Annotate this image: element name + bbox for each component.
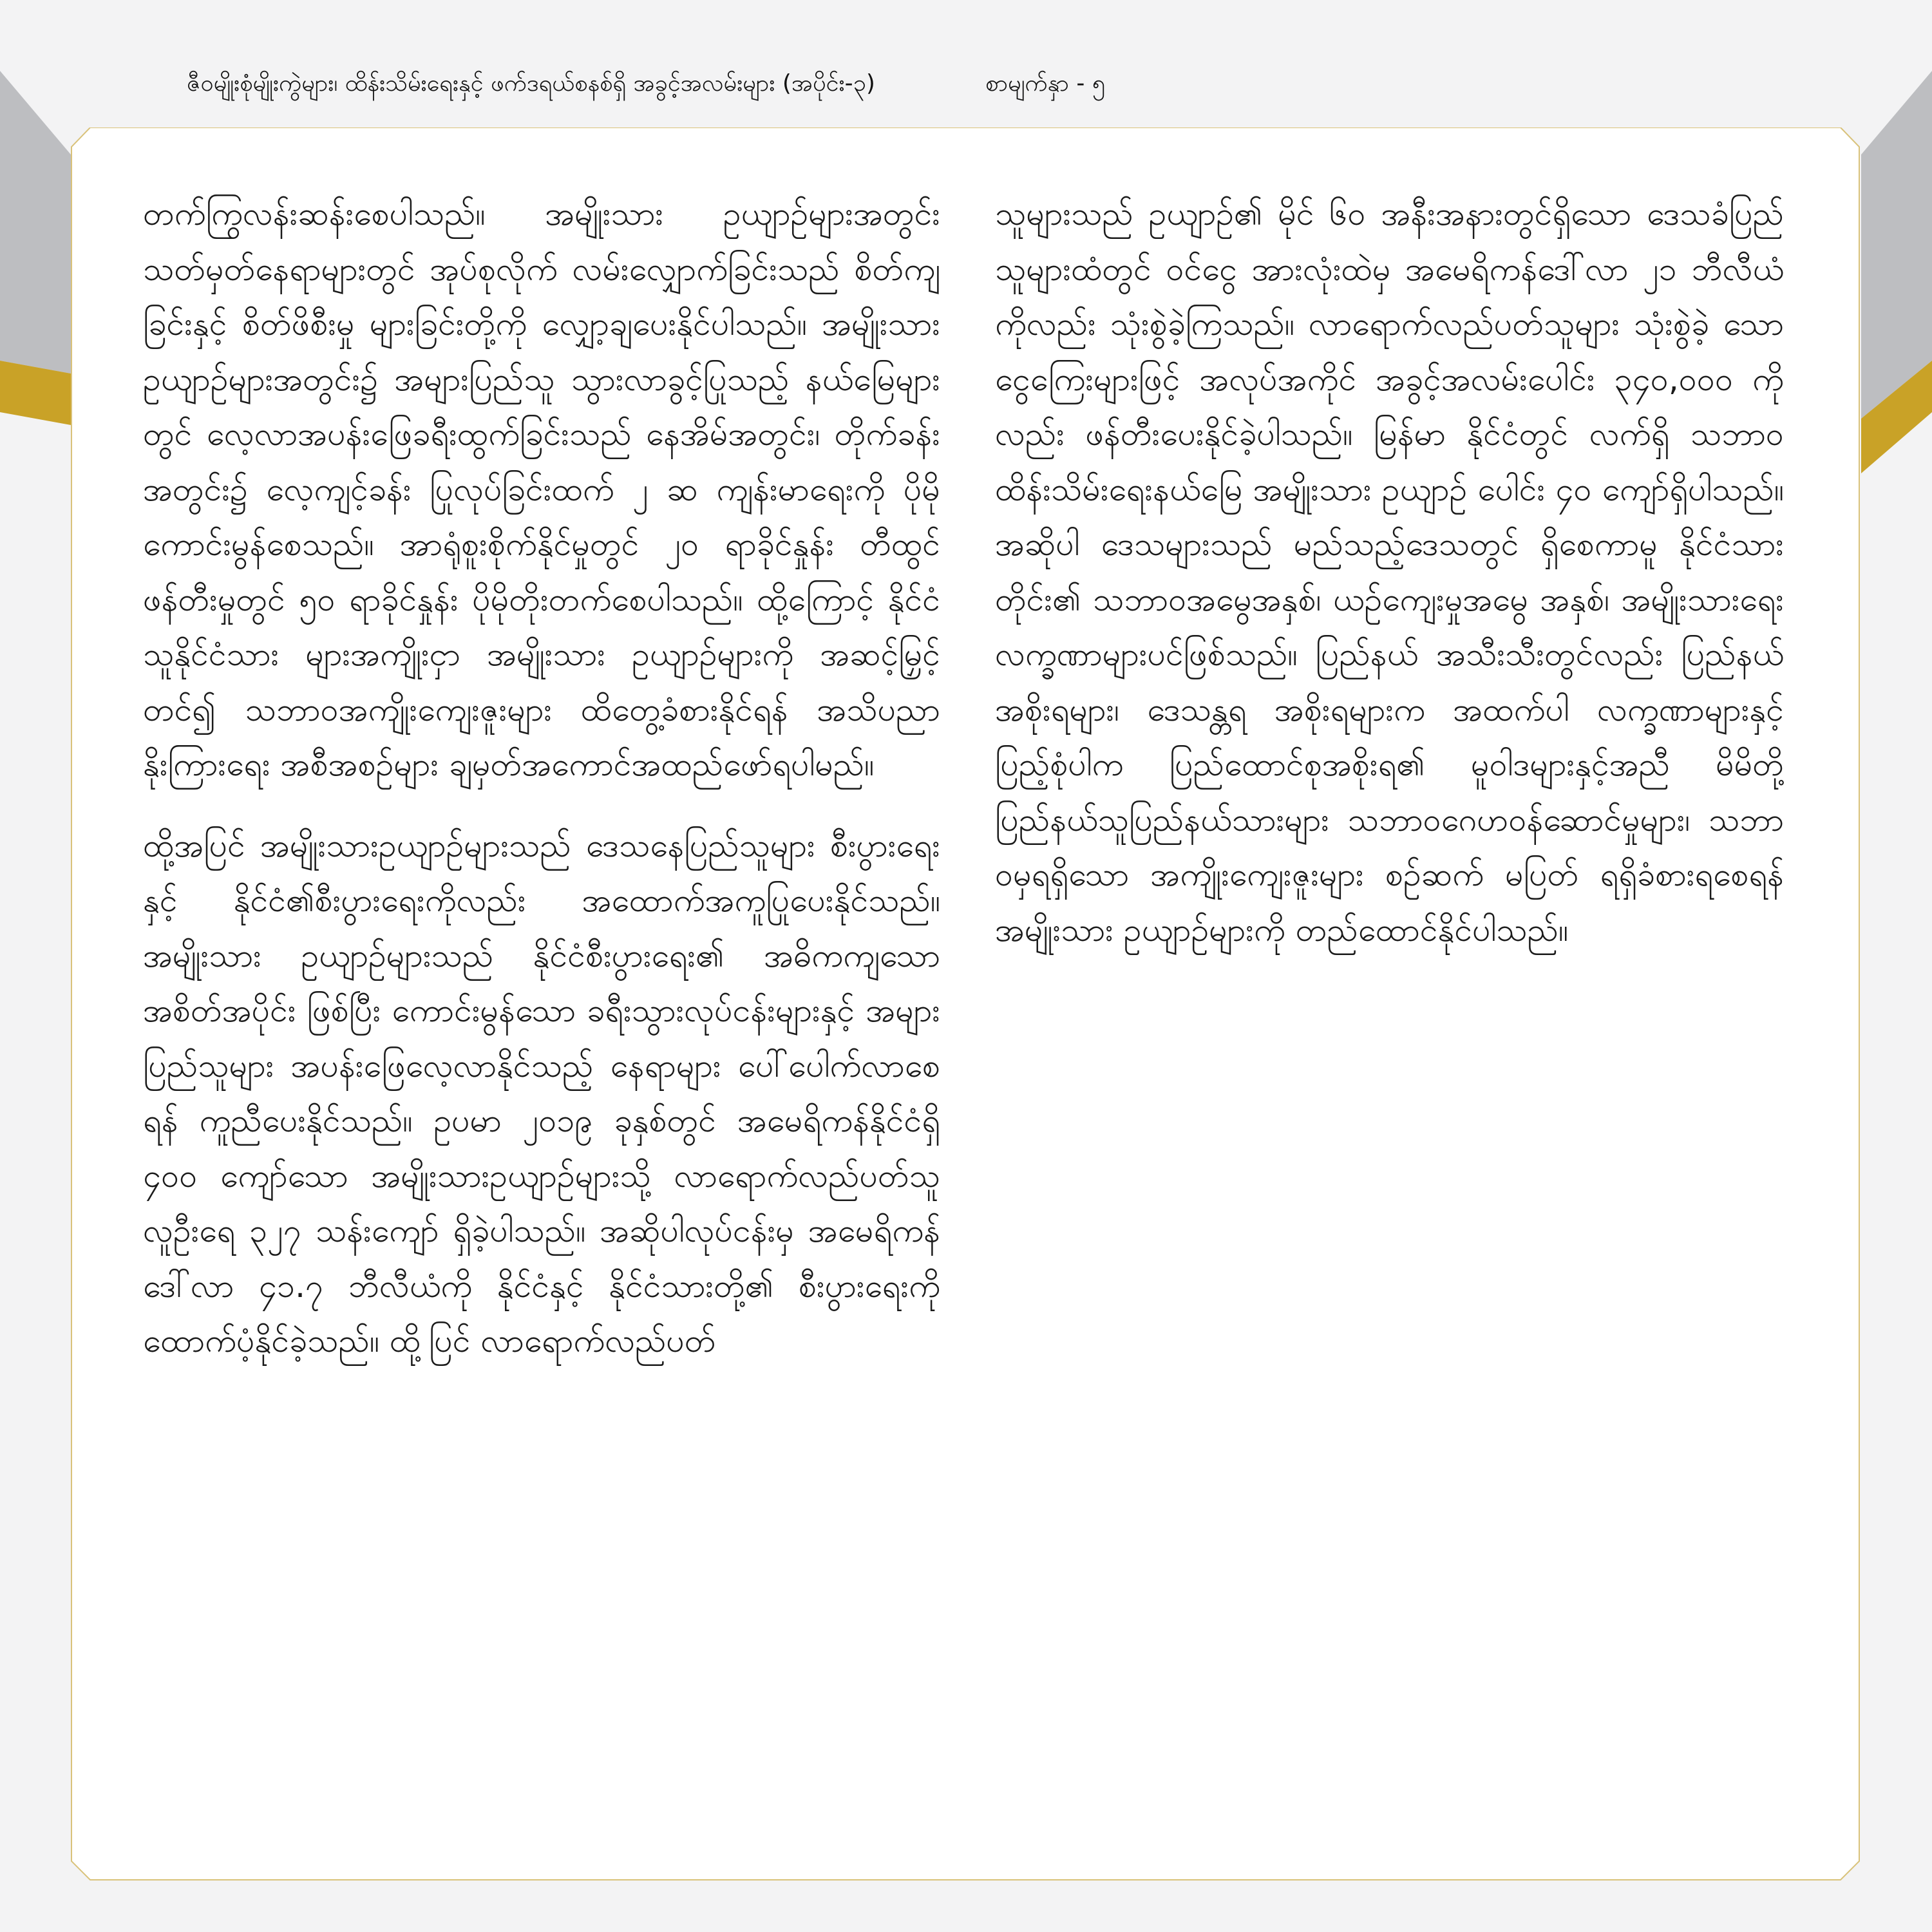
grey-band [0,71,71,374]
page-header [0,61,1932,113]
grey-band [1861,71,1932,419]
paragraph: တက်ကြွလန်းဆန်းစေပါသည်။ အမျိုးသား ဥယျာဉ်များအတွင်း သတ်မှတ်နေရာများတွင် အုပ်စုလိုက် လမ်းလျှောက်ခြင်းသည် စိတ်ကျခြင်းနှင့် စိတ်ဖိစီးမှု များခြင်းတို့ကို လျှော့ချပေးနိုင်ပါသည်။ အမျိုးသား ဥယျာဉ်များအတွင်း၌ အများပြည်သူ သွားလာခွင့်ပြုသည့် နယ်မြေများတွင် လေ့လာအပန်းဖြေခရီးထွက်ခြင်းသည် နေအိမ်အတွင်း၊ တိုက်ခန်းအတွင်း၌ လေ့ကျင့်ခန်း ပြုလုပ်ခြင်းထက် ၂ ဆ ကျန်းမာရေးကို ပိုမိုကောင်းမွန်စေသည်။ အာရုံစူးစိုက်နိုင်မှုတွင် ၂၀ ရာခိုင်နှုန်း တီထွင် ဖန်တီးမှုတွင် ၅၀ ရာခိုင်နှုန်း ပိုမိုတိုးတက်စေပါသည်။ ထို့ကြောင့် နိုင်ငံသူနိုင်ငံသား များအကျိုးငှာ အမျိုးသား ဥယျာဉ်များကို အဆင့်မြှင့်တင်၍ သဘာဝအကျိုးကျေးဇူးများ ထိတွေ့ခံစားနိုင်ရန် အသိပညာနိုးကြားရေး အစီအစဉ်များ ချမှတ်အကောင်အထည်ဖော်ရပါမည်။ [143,195,940,783]
left-column [143,187,940,1810]
paragraph: ထို့အပြင် အမျိုးသားဥယျာဉ်များသည် ဒေသနေပြည်သူများ စီးပွားရေးနှင့် နိုင်ငံ၏စီးပွားရေးကိုလည်း အထောက်အကူပြုပေးနိုင်သည်။ အမျိုးသား ဥယျာဉ်များသည် နိုင်ငံစီးပွားရေး၏ အဓိကကျသော အစိတ်အပိုင်း ဖြစ်ပြီး ကောင်းမွန်သော ခရီးသွားလုပ်ငန်းများနှင့် အများပြည်သူများ အပန်းဖြေလေ့လာနိုင်သည့် နေရာများ ပေါ်ပေါက်လာစေရန် ကူညီပေးနိုင်သည်။ ဥပမာ ၂၀၁၉ ခုနှစ်တွင် အမေရိကန်နိုင်ငံရှိ ၄၀၀ ကျော်သော အမျိုးသားဥယျာဉ်များသို့ လာရောက်လည်ပတ်သူ လူဦးရေ ၃၂၇ သန်းကျော် ရှိခဲ့ပါသည်။ အဆိုပါလုပ်ငန်းမှ အမေရိကန်ဒေါ်လာ ၄၁.၇ ဘီလီယံကို နိုင်ငံနှင့် နိုင်ငံသားတို့၏ စီးပွားရေးကို ထောက်ပံ့နိုင်ခဲ့သည်။ ထို့ပြင် လာရောက်လည်ပတ် [143,826,940,1359]
page-number: စာမျက်နှာ - ၅ [985,70,1106,97]
right-column [995,187,1784,1249]
paragraph: သူများသည် ဥယျာဉ်၏ မိုင် ၆၀ အနီးအနားတွင်ရှိသော ဒေသခံပြည်သူများထံတွင် ဝင်ငွေ အားလုံးထဲမှ အမေရိကန်ဒေါ်လာ ၂၁ ဘီလီယံကိုလည်း သုံးစွဲခဲ့ကြသည်။ လာရောက်လည်ပတ်သူများ သုံးစွဲခဲ့ သော ငွေကြေးများဖြင့် အလုပ်အကိုင် အခွင့်အလမ်းပေါင်း ၃၄၀,၀၀၀ ကိုလည်း ဖန်တီးပေးနိုင်ခဲ့ပါသည်။ မြန်မာ နိုင်ငံတွင် လက်ရှိ သဘာဝထိန်းသိမ်းရေးနယ်မြေ အမျိုးသား ဥယျာဉ် ပေါင်း ၄၀ ကျော်ရှိပါသည်။ အဆိုပါ ဒေသများသည် မည်သည့်ဒေသတွင် ရှိစေကာမူ နိုင်ငံသား တိုင်း၏ သဘာဝအမွေအနှစ်၊ ယဉ်ကျေးမှုအမွေ အနှစ်၊ အမျိုးသားရေးလက္ခဏာများပင်ဖြစ်သည်။ ပြည်နယ် အသီးသီးတွင်လည်း ပြည်နယ်အစိုးရများ၊ ဒေသန္တရ အစိုးရများက အထက်ပါ လက္ခဏာများနှင့် ပြည့်စုံပါက ပြည်ထောင်စုအစိုးရ၏ မူဝါဒများနှင့်အညီ မိမိတို့ ပြည်နယ်သူပြည်နယ်သားများ သဘာဝဂေဟဝန်ဆောင်မှုများ၊ သဘာဝမှရရှိသော အကျိုးကျေးဇူးများ စဉ်ဆက် မပြတ် ရရှိခံစားရစေရန် အမျိုးသား ဥယျာဉ်များကို တည်ထောင်နိုင်ပါသည်။ [995,195,1784,949]
header-title: ဇီဝမျိုးစုံမျိုးကွဲများ၊ ထိန်းသိမ်းရေးနှင့် ဖက်ဒရယ်စနစ်ရှိ အခွင့်အလမ်းများ (အပိုင်း-၃) [187,70,875,97]
